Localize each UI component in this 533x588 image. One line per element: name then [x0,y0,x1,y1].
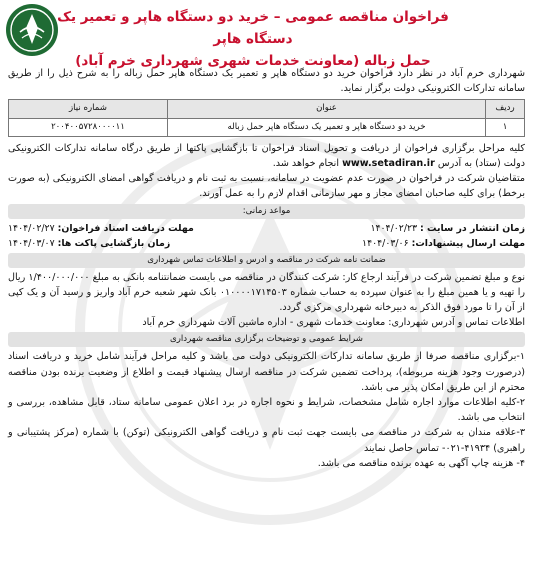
table-header-row [9,100,525,118]
guarantee-heading-bar: ضمانت نامه شرکت در مناقصه و ادرس و اطلاعات تماس شهرداری [8,253,525,268]
row-title-cell: خرید دو دستگاه هاپر و تعمیر یک دستگاه هاپر حمل زباله [168,118,486,136]
publish-date-label: زمان انتشار در سایت : [420,222,525,234]
schedule-dates [8,221,525,251]
contact-paragraph: اطلاعات تماس و آدرس شهرداری: معاونت خدمات شهری - اداره ماشین آلات شهرداری خرم آباد [142,317,525,329]
setad-text-1: کلیه مراحل برگزاری فراخوان از دریافت و تحویل اسناد فراخوان تا بازگشایی پاکتها از طریق درگاه سامانه تدارکات الکترونیکی دولت (ستاد) به آدرس [8,142,525,170]
tender-table [8,99,525,136]
notice-body [8,66,525,471]
column-header-title: عنوان [168,100,486,118]
intro-paragraph: شهرداری خرم آباد در نظر دارد فراخوان خرید دو دستگاه هاپر و تعمیر یک دستگاه هاپر حمل زباله را به شرح ذیل را از طریق سامانه تدارکات الکترونیکی دولت برگزار نماید. [8,68,525,95]
row-need-number-cell: ۲۰۰۴۰۰۵۷۲۸۰۰۰۰۱۱ [9,118,168,136]
publish-date [370,221,525,236]
setad-text-2: انجام خواهد شد. [272,158,339,170]
terms-heading-bar: شرایط عمومی و توضیحات برگزاری مناقصه شهرداری [8,332,525,347]
term-item-4: ۴- هزینه چاپ آگهی به عهده برنده مناقصه می باشد. [317,457,525,469]
term-item-2: ۲-کلیه اطلاعات موارد اجاره شامل مشخصات، شرایط و نحوه اجاره در برد اعلان عمومی سامانه ستاد، قابل مشاهده، بررسی و انتخاب می باشد. [8,397,525,424]
schedule-row-2 [8,236,525,251]
title-line-1: فراخوان مناقصه عمومی – خرید دو دستگاه هاپر و تعمیر یک دستگاه هاپر [57,9,449,47]
setad-url-link[interactable]: www.setadiran.ir [342,158,435,170]
submit-deadline-label: مهلت ارسال پیشنهادات: [411,237,525,249]
opening-date-label: زمان بازگشایی پاکت ها: [57,237,171,249]
doc-deadline [8,221,194,236]
column-header-need-number: شماره نیاز [9,100,168,118]
term-item-1: ۱-برگزاری مناقصه صرفا از طریق سامانه تدارکات الکترونیکی دولت می باشد و کلیه مراحل فرآیند شامل خرید و دریافت اسناد (درصورت وجود هزینه مربوطه)، پرداخت تضمین شرکت در مناقصه ارسال پیشنهاد قیمت و اطلاع از وضعیت برنده بودن مناقصه محترم از این طریق امکان پذیر می باشد. [8,351,525,393]
term-item-3: ۳-علاقه مندان به شرکت در مناقصه می بایست جهت ثبت نام و دریافت گواهی الکترونیکی (توکن) با شماره (مرکز پشتیبانی و راهبری) ۴۱۹۳۴-۰۲۱- تماس حاصل نمایند [8,427,525,454]
submit-deadline-value: ۱۴۰۴/۰۳/۰۶ [362,237,409,249]
notice-title [43,6,463,72]
submit-deadline [362,236,525,251]
title-line-2: حمل زباله (معاونت خدمات شهری شهرداری خرم آباد) [75,53,431,69]
column-header-row-number: ردیف [486,100,525,118]
schedule-row-1 [8,221,525,236]
table-row [9,118,525,136]
doc-deadline-value: ۱۴۰۴/۰۲/۲۷ [8,222,55,234]
row-number-cell: ۱ [486,118,525,136]
opening-date [8,236,170,251]
setad-paragraph [8,141,525,171]
publish-date-value: ۱۴۰۴/۰۲/۲۳ [370,222,418,234]
notice-header [0,0,533,69]
doc-deadline-label: مهلت دریافت اسناد فراخوان: [57,222,194,234]
guarantee-paragraph: نوع و مبلغ تضمین شرکت در فرآیند ارجاع کار: شرکت کنندگان در مناقصه می بایست ضمانتنامه بانکی به مبلغ ۱/۴۰۰/۰۰۰/۰۰۰ ریال را تهیه و یا همین مبلغ را به عنوان سپرده به حساب شماره ۰۱۰۰۰۰۱۷۱۴۵۰۳ بانک شهر شعبه خرم آباد واریز و رسید آن و یک کپی از آن را تا مورد فوق الذکر به دبیرخانه شهرداری مرکزی گردد. [8,271,525,314]
schedule-heading-bar: مواعد زمانی: [8,204,525,219]
members-paragraph: متقاضیان شرکت در فراخوان در صورت عدم عضویت در سامانه، نسبت به ثبت نام و دریافت گواهی امضای الکترونیکی (به صورت برخط) برای کلیه صاحبان امضای مجاز و مهر سازمانی اقدام لازم را به عمل آورند. [8,173,525,200]
opening-date-value: ۱۴۰۴/۰۳/۰۷ [8,237,55,249]
